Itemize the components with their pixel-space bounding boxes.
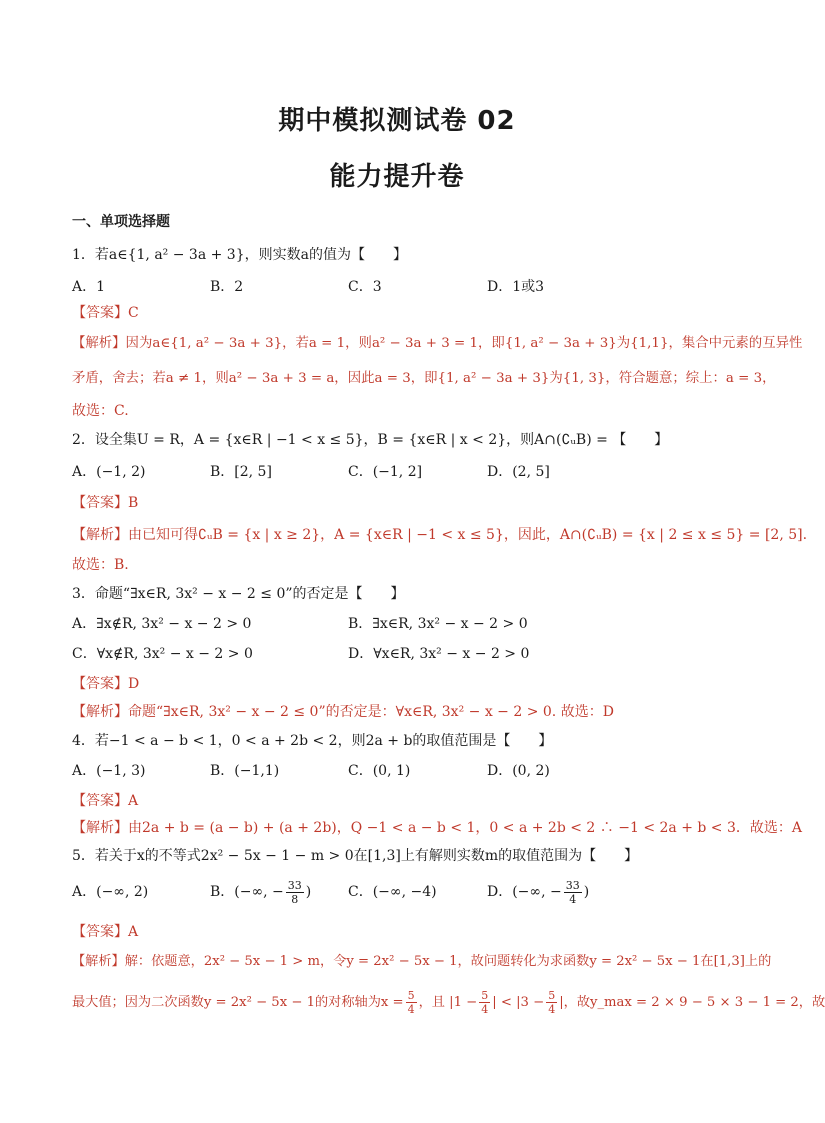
q4-option-b: B．(−1,1) <box>210 763 280 779</box>
q5-option-d-denominator: 4 <box>569 892 577 906</box>
q5-option-b-prefix: B．(−∞, − <box>210 884 284 900</box>
q5-exp2-f2-numerator: 5 <box>481 989 489 1002</box>
q5-exp2-fraction-3 <box>546 989 557 1016</box>
q1-option-a: A．1 <box>72 279 106 295</box>
exam-subtitle: 能力提升卷 <box>329 162 465 192</box>
question-4-stem: 4．若−1 < a − b < 1，0 < a + 2b < 2，则2a + b的取值范围是【 】 <box>72 733 553 749</box>
q5-option-d <box>487 874 589 910</box>
q5-exp2-fraction-2 <box>479 989 490 1016</box>
q4-option-a: A．(−1, 3) <box>72 763 146 779</box>
section-heading: 一、单项选择题 <box>72 214 170 230</box>
q2-option-a: A．(−1, 2) <box>72 464 146 480</box>
question-1-stem: 1．若a∈{1, a² − 3a + 3}，则实数a的值为【 】 <box>72 247 407 263</box>
exam-title: 期中模拟测试卷 02 <box>278 106 516 136</box>
q3-option-a: A．∃x∉R, 3x² − x − 2 > 0 <box>72 616 252 632</box>
q1-option-b: B．2 <box>210 279 244 295</box>
q5-option-a: A．(−∞, 2) <box>72 884 149 900</box>
q5-exp2-prefix: 最大值；因为二次函数y = 2x² − 5x − 1的对称轴为x = <box>72 995 404 1010</box>
question-2-stem: 2．设全集U = R，A = {x∈R | −1 < x ≤ 5}，B = {x∈R | x < 2}，则A∩(∁ᵤB) = 【 】 <box>72 432 669 448</box>
q5-option-b-numerator: 33 <box>287 878 302 892</box>
q1-explanation-line-3: 故选：C. <box>72 403 129 419</box>
q5-option-b <box>210 874 311 910</box>
q5-exp2-f3-numerator: 5 <box>548 989 556 1002</box>
q5-option-b-suffix: ) <box>305 884 312 900</box>
q2-answer: 【答案】B <box>72 495 139 511</box>
q5-exp2-fraction-1 <box>406 989 417 1016</box>
q5-explanation-line-2 <box>72 985 825 1021</box>
q4-option-c: C．(0, 1) <box>348 763 411 779</box>
q5-exp2-f1-denominator: 4 <box>407 1003 415 1016</box>
q1-option-d: D．1或3 <box>487 279 545 295</box>
q3-option-c: C．∀x∉R, 3x² − x − 2 > 0 <box>72 646 253 662</box>
q2-option-c: C．(−1, 2] <box>348 464 423 480</box>
q5-option-d-suffix: ) <box>583 884 590 900</box>
q5-exp2-suffix: |，故y_max = 2 × 9 − 5 × 3 − 1 = 2，故 <box>559 995 825 1010</box>
q2-explanation-line-2: 故选：B. <box>72 557 129 573</box>
q5-option-b-fraction <box>286 879 304 906</box>
q3-option-b: B．∃x∈R, 3x² − x − 2 > 0 <box>348 616 528 632</box>
q1-option-c: C．3 <box>348 279 382 295</box>
question-5-stem: 5．若关于x的不等式2x² − 5x − 1 − m > 0在[1,3]上有解则实数m的取值范围为【 】 <box>72 848 639 864</box>
q5-exp2-mid-2: | < |3 − <box>492 995 545 1010</box>
q1-explanation-line-2: 矛盾，舍去；若a ≠ 1，则a² − 3a + 3 = a，因此a = 3，即{1, a² − 3a + 3}为{1, 3}，符合题意；综上：a = 3， <box>72 371 776 386</box>
q5-option-d-fraction <box>564 879 582 906</box>
q4-answer: 【答案】A <box>72 793 139 809</box>
q5-exp2-f1-numerator: 5 <box>407 989 415 1002</box>
q2-option-d: D．(2, 5] <box>487 464 550 480</box>
q5-option-c: C．(−∞, −4) <box>348 884 437 900</box>
q3-explanation-line-1: 【解析】命题“∃x∈R, 3x² − x − 2 ≤ 0”的否定是：∀x∈R, 3x² − x − 2 > 0. 故选：D <box>72 704 614 720</box>
q2-option-b: B．[2, 5] <box>210 464 272 480</box>
q1-explanation-line-1: 【解析】因为a∈{1, a² − 3a + 3}，若a = 1，则a² − 3a + 3 = 1，即{1, a² − 3a + 3}为{1,1}，集合中元素的互异性 <box>72 336 803 351</box>
q5-exp2-f3-denominator: 4 <box>548 1003 556 1016</box>
q3-answer: 【答案】D <box>72 676 140 692</box>
q5-option-d-prefix: D．(−∞, − <box>487 884 562 900</box>
q1-answer: 【答案】C <box>72 305 139 321</box>
question-3-stem: 3．命题“∃x∈R, 3x² − x − 2 ≤ 0”的否定是【 】 <box>72 586 405 602</box>
q5-explanation-line-1: 【解析】解：依题意，2x² − 5x − 1 > m，令y = 2x² − 5x − 1，故问题转化为求函数y = 2x² − 5x − 1在[1,3]上的 <box>72 954 772 969</box>
q5-exp2-f2-denominator: 4 <box>481 1003 489 1016</box>
q3-option-d: D．∀x∈R, 3x² − x − 2 > 0 <box>348 646 530 662</box>
q5-option-d-numerator: 33 <box>565 878 580 892</box>
q4-option-d: D．(0, 2) <box>487 763 550 779</box>
q5-exp2-mid-1: ，且 |1 − <box>418 995 478 1010</box>
q2-explanation-line-1: 【解析】由已知可得∁ᵤB = {x | x ≥ 2}，A = {x∈R | −1 < x ≤ 5}，因此，A∩(∁ᵤB) = {x | 2 ≤ x ≤ 5} = [2, 5]. <box>72 527 808 543</box>
q5-answer: 【答案】A <box>72 924 139 940</box>
q4-explanation-line-1: 【解析】由2a + b = (a − b) + (a + 2b)，Q −1 < a − b < 1，0 < a + 2b < 2 ∴ −1 < 2a + b < 3．故选：A <box>72 820 803 836</box>
q5-option-b-denominator: 8 <box>291 892 299 906</box>
